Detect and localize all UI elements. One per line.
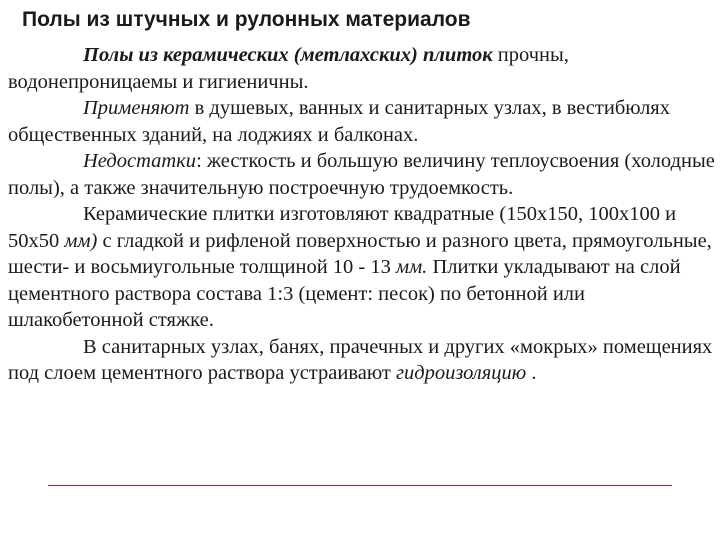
paragraph-waterproofing [8,334,716,387]
ceramic-tiles-text: прочны, водонепроницаемы и гигиеничны. [8,44,569,93]
slide-title: Полы из штучных и рулонных материалов [22,8,471,31]
application-lead: Применяют [83,97,190,119]
application-text: в душевых, ванных и санитарных узлах, в вестибюлях общественных зданий, на лоджиях и балконах. [8,97,670,146]
paragraph-drawbacks [8,148,716,201]
drawbacks-lead: Недостатки [83,150,197,172]
paragraph-ceramic-tiles [8,42,716,95]
waterproofing-term: гидроизоляцию [395,362,527,384]
tile-sizes-text-b: с гладкой и рифленой поверхностью и разного цвета, прямоугольные, шести- и восьмиугольные толщиной 10 - 13 [8,229,712,278]
slide-body [8,42,716,387]
paragraph-application [8,95,716,148]
waterproofing-end: . [526,362,537,384]
tile-sizes-text-c: Плитки укладывают на слой цементного раствора состава 1:3 (цемент: песок) по бетонной или шлакобетонной стяжке. [8,256,681,331]
ceramic-tiles-lead: Полы из керамических (метлахских) плиток [83,44,493,66]
drawbacks-text: : жесткость и большую величину теплоусвоения (холодные полы), а также значительную построечную трудоемкость. [8,150,715,199]
waterproofing-text: В санитарных узлах, банях, прачечных и других «мокрых» помещениях под слоем цементного раствора устраивают [8,335,713,384]
unit-mm-1: мм) [64,229,98,252]
paragraph-tile-sizes [8,201,716,334]
tile-sizes-text-a: Керамические плитки изготовляют квадратные (150х150, 100х100 и 50х50 [8,203,677,252]
bottom-divider [48,485,672,486]
unit-mm-2: мм. [396,256,428,278]
